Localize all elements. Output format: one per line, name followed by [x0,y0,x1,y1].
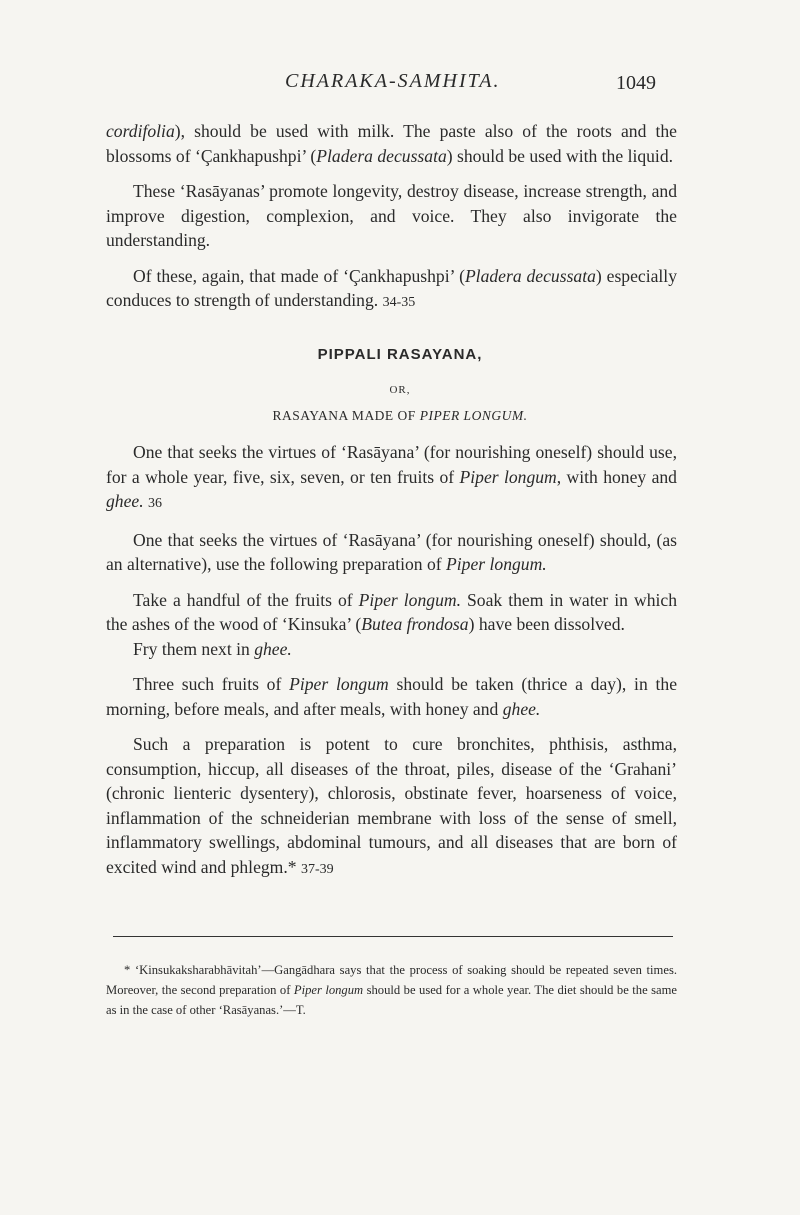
italic-term: ghee. [254,638,292,659]
paragraph [106,440,677,517]
text-run: ) have been dissolved. [468,614,625,634]
verse-number: 36 [148,496,163,511]
running-title: CHARAKA-SAMHITA. [285,70,501,92]
text-run: Fry them next in [133,638,255,659]
text-run: Three such fruits of [133,674,290,694]
paragraph [106,264,677,316]
text-run: , with honey and [556,466,677,487]
paragraph: These ‘Rasāyanas’ promote longevity, destroy disease, increase strength, and improve digestion, complexion, and voice. They also invigorate the understanding. [106,181,677,250]
italic-term: Piper longum. [358,589,461,610]
italic-term: Piper longum [289,674,389,694]
paragraph [106,672,677,721]
verse-number: 34-35 [382,295,416,310]
paragraph [106,588,677,637]
paragraph [106,528,677,577]
footnote-text [106,960,677,1020]
section-continuation [106,119,677,316]
text-run: ), should be used with milk. The paste also of the roots and the blossoms of ‘Çankhapushpi’ ( [106,121,677,166]
running-header [0,70,800,98]
text-run: Of these, again, that made of ‘Çankhapushpi’ ( [133,265,465,286]
text-run: One that seeks the virtues of ‘Rasāyana’ (for nourishing oneself) should use, for a whole year, five, six, seven, or ten fruits of [106,442,677,487]
italic-term: cordifolia [106,121,175,141]
text-run: should be taken (thrice a day), in the morning, before meals, and after meals, with honey and [106,674,677,719]
italic-term: ghee. [106,491,144,511]
footnote-divider [113,936,673,937]
section-subheading [0,408,800,424]
text-run: Soak them in water in which the ashes of the wood of ‘Kinsuka’ ( [106,589,677,634]
italic-term: PIPER LONGUM. [419,408,528,423]
text-run: ) especially conduces to strength of understanding. [106,265,677,310]
heading-or: OR, [389,384,411,396]
italic-term: Butea frondosa [361,614,469,634]
page-number: 1049 [616,72,656,94]
text-run: RASAYANA MADE OF [272,408,420,423]
text-run: Such a preparation is potent to cure bronchites, phthisis, asthma, consumption, hiccup, all diseases of the throat, piles, disease of the ‘Grahani’ (chronic lienteric dysentery), chlorosis, obstinate fever, hoarseness of voice, inflammation of the schneiderian membrane with loss of the sense of smell, inflammatory swellings, abdominal tumours, and all diseases that are born of excited wind and phlegm.* [106,734,677,877]
section-heading: PIPPALI RASAYANA, [317,346,483,363]
paragraph [106,732,677,882]
italic-term: Pladera decussata [316,145,447,166]
section-pippali [106,440,677,882]
text-run: ) should be used with the liquid. [446,145,674,166]
footnote [106,960,677,1020]
paragraph [106,119,677,168]
italic-term: Piper longum. [446,554,547,574]
verse-number: 37-39 [300,861,334,877]
text-run: should be used for a whole year. The diet should be the same as in the case of other ‘Rasāyanas.’—T. [106,983,678,1017]
text-run: One that seeks the virtues of ‘Rasāyana’ (for nourishing oneself) should, (as an alternative), use the following preparation of [106,529,677,574]
text-run: * ‘Kinsukaksharabhāvitah’—Gangādhara says that the process of soaking should be repeated seven times. Moreover, the second preparation of [106,963,677,997]
italic-term: ghee. [502,698,541,719]
text-run: Take a handful of the fruits of [133,589,359,610]
italic-term: Piper longum [293,983,364,997]
italic-term: Pladera decussata [464,265,596,286]
paragraph [106,637,677,662]
italic-term: Piper longum [459,466,557,487]
